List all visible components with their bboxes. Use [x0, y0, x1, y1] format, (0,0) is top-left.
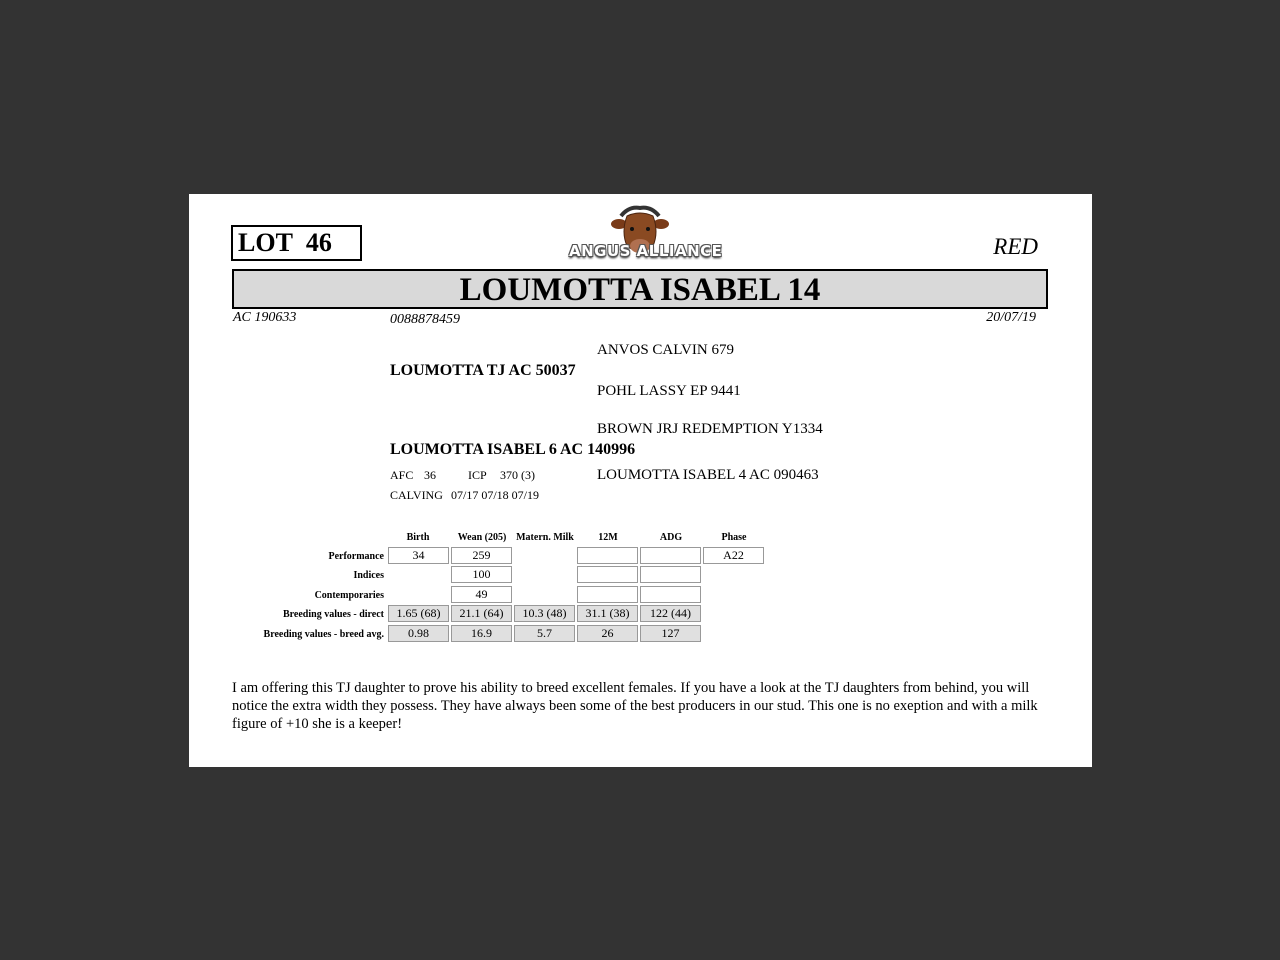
cell-bv-breed-birth: 0.98	[388, 625, 449, 642]
cell-bv-breed-milk: 5.7	[514, 625, 575, 642]
row-label-contemporaries: Contemporaries	[314, 590, 384, 601]
header-wean: Wean (205)	[457, 532, 507, 543]
cell-indices-adg	[640, 566, 701, 583]
header-milk: Matern. Milk	[516, 532, 574, 543]
cell-performance-12m	[577, 547, 638, 564]
cell-contemporaries-12m	[577, 586, 638, 603]
cell-bv-direct-12m: 31.1 (38)	[577, 605, 638, 622]
cell-bv-breed-adg: 127	[640, 625, 701, 642]
cell-performance-phase: A22	[703, 547, 764, 564]
afc-value: 36	[424, 468, 436, 482]
cell-bv-breed-wean: 16.9	[451, 625, 512, 642]
lot-label: LOT	[238, 228, 293, 257]
calving-label: CALVING	[390, 488, 443, 502]
cell-performance-adg	[640, 547, 701, 564]
lot-number: 46	[305, 228, 332, 257]
animal-name: LOUMOTTA ISABEL 14	[232, 269, 1048, 309]
angus-alliance-logo	[569, 202, 723, 264]
colour-label: RED	[993, 234, 1038, 259]
lot-sheet	[189, 194, 1092, 767]
cell-contemporaries-wean: 49	[451, 586, 512, 603]
sire: LOUMOTTA TJ AC 50037	[390, 362, 576, 379]
sale-date: 20/07/19	[986, 310, 1036, 325]
sale-comment: I am offering this TJ daughter to prove his ability to breed excellent females. If you have a look at the TJ daughters from behind, you will notice the extra width they possess. They have always been some of the best producers in our stud. This one is no exeption and with a milk figure of +10 she is a keeper!	[232, 680, 1038, 732]
lot-number-box	[231, 225, 362, 261]
icp-label: ICP	[468, 468, 487, 482]
header-12m: 12M	[598, 532, 618, 543]
row-label-indices: Indices	[353, 570, 384, 581]
cell-bv-breed-12m: 26	[577, 625, 638, 642]
cell-indices-wean: 100	[451, 566, 512, 583]
afc-label: AFC	[390, 468, 414, 482]
logo-text: ANGUS ALLIANCE	[569, 242, 723, 260]
calving-value: 07/17 07/18 07/19	[451, 488, 540, 502]
cell-performance-wean: 259	[451, 547, 512, 564]
cell-contemporaries-adg	[640, 586, 701, 603]
row-label-performance: Performance	[328, 551, 384, 562]
cell-bv-direct-birth: 1.65 (68)	[388, 605, 449, 622]
header-phase: Phase	[721, 532, 747, 543]
header-birth: Birth	[406, 532, 430, 543]
header-adg: ADG	[659, 532, 683, 543]
row-label-bv-direct: Breeding values - direct	[282, 609, 384, 620]
registration-number: AC 190633	[233, 310, 297, 325]
icp-value: 370 (3)	[500, 468, 535, 482]
row-label-bv-breed: Breeding values - breed avg.	[263, 629, 384, 640]
id-number: 0088878459	[390, 312, 460, 327]
cell-bv-direct-milk: 10.3 (48)	[514, 605, 575, 622]
cell-bv-direct-adg: 122 (44)	[640, 605, 701, 622]
dam: LOUMOTTA ISABEL 6 AC 140996	[390, 441, 636, 458]
cell-performance-birth: 34	[388, 547, 449, 564]
sire-sire: ANVOS CALVIN 679	[597, 342, 734, 358]
cell-bv-direct-wean: 21.1 (64)	[451, 605, 512, 622]
dam-dam: LOUMOTTA ISABEL 4 AC 090463	[597, 467, 819, 483]
sire-dam: POHL LASSY EP 9441	[597, 383, 741, 399]
cell-indices-12m	[577, 566, 638, 583]
dam-sire: BROWN JRJ REDEMPTION Y1334	[597, 421, 823, 437]
